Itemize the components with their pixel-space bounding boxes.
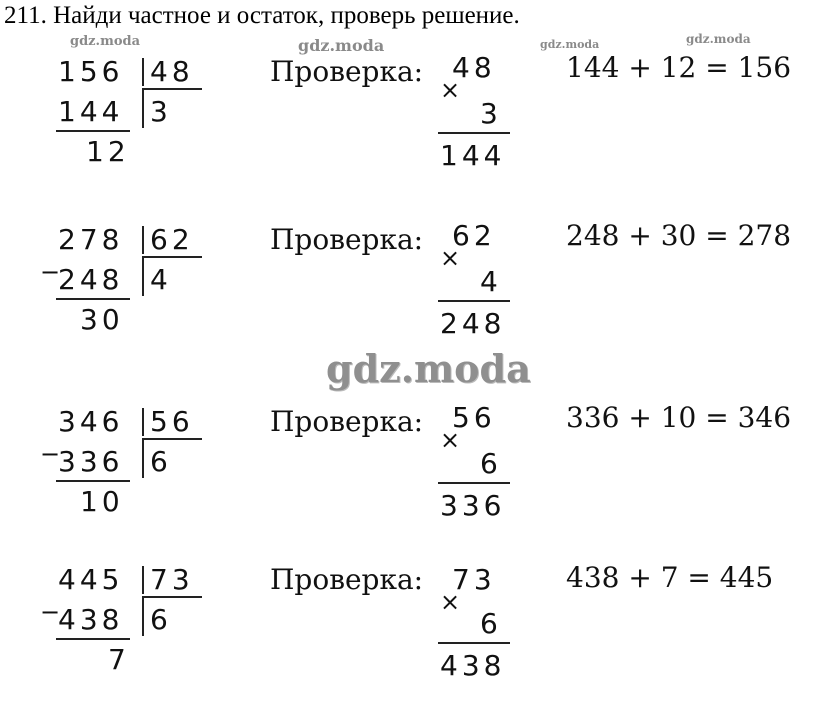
check-label: Проверка: (270, 405, 424, 438)
check-equation: 438 + 7 = 445 (566, 561, 774, 594)
quotient: 6 (150, 445, 172, 478)
watermark: gdz.moda (540, 38, 600, 51)
multiplicand: 62 (452, 219, 496, 252)
multiplicand: 56 (452, 401, 496, 434)
dividend: 278 (58, 223, 124, 256)
multiplier: 6 (480, 607, 502, 640)
product-line (438, 132, 510, 134)
quotient: 3 (150, 95, 172, 128)
check-label: Проверка: (270, 55, 424, 88)
check-equation: 144 + 12 = 156 (566, 51, 792, 84)
divisor: 48 (150, 55, 194, 88)
subtrahend: 438 (58, 603, 124, 636)
quotient-bar (142, 88, 144, 128)
watermark: gdz.moda (70, 34, 141, 49)
remainder: 30 (80, 303, 124, 336)
product: 438 (440, 649, 506, 682)
division-problem (0, 562, 827, 722)
quotient-line (142, 256, 202, 258)
result-line (56, 480, 130, 482)
watermark: gdz.moda (686, 32, 751, 46)
product: 248 (440, 307, 506, 340)
multiply-sign: × (440, 588, 461, 616)
result-line (56, 298, 130, 300)
product: 144 (440, 139, 506, 172)
quotient-line (142, 88, 202, 90)
multiply-sign: × (440, 76, 461, 104)
check-equation: 248 + 30 = 278 (566, 219, 792, 252)
minus-sign: − (40, 440, 61, 468)
result-line (56, 130, 130, 132)
division-problem (0, 50, 827, 210)
product: 336 (440, 489, 506, 522)
multiplier: 4 (480, 265, 502, 298)
remainder: 10 (80, 485, 124, 518)
division-bar (142, 566, 144, 594)
division-bar (142, 408, 144, 436)
dividend: 156 (58, 55, 124, 88)
multiply-sign: × (440, 426, 461, 454)
multiply-sign: × (440, 244, 461, 272)
multiplier: 6 (480, 447, 502, 480)
product-line (438, 642, 510, 644)
check-equation: 336 + 10 = 346 (566, 401, 792, 434)
division-problem (0, 400, 827, 560)
subtrahend: 336 (58, 445, 124, 478)
quotient-bar (142, 596, 144, 636)
division-problem (0, 218, 827, 378)
watermark-large: gdz.moda (326, 346, 531, 391)
result-line (56, 638, 130, 640)
product-line (438, 300, 510, 302)
multiplicand: 48 (452, 51, 496, 84)
minus-sign: − (40, 258, 61, 286)
division-bar (142, 226, 144, 254)
subtrahend: 248 (58, 263, 124, 296)
remainder: 7 (108, 643, 130, 676)
division-bar (142, 58, 144, 86)
divisor: 62 (150, 223, 194, 256)
dividend: 445 (58, 563, 124, 596)
multiplier: 3 (480, 97, 502, 130)
exercise-title: 211. Найди частное и остаток, проверь решение. (4, 2, 520, 29)
quotient: 4 (150, 263, 172, 296)
quotient-bar (142, 256, 144, 296)
subtrahend: 144 (58, 95, 124, 128)
quotient: 6 (150, 603, 172, 636)
check-label: Проверка: (270, 563, 424, 596)
watermark: gdz.moda (298, 36, 385, 55)
divisor: 56 (150, 405, 194, 438)
remainder: 12 (86, 135, 130, 168)
check-label: Проверка: (270, 223, 424, 256)
divisor: 73 (150, 563, 194, 596)
quotient-line (142, 438, 202, 440)
quotient-bar (142, 438, 144, 478)
multiplicand: 73 (452, 563, 496, 596)
dividend: 346 (58, 405, 124, 438)
minus-sign: − (40, 598, 61, 626)
quotient-line (142, 596, 202, 598)
product-line (438, 482, 510, 484)
